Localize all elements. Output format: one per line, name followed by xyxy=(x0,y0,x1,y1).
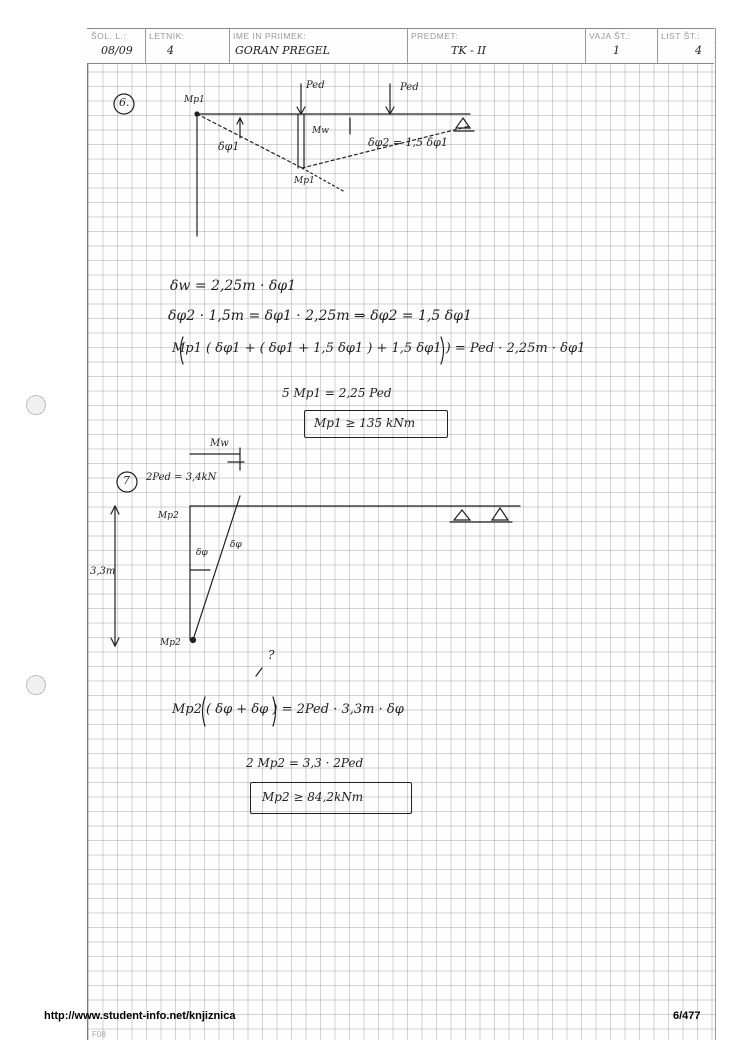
label-dphi-a: δφ xyxy=(196,548,208,558)
problem-6-number: 6. xyxy=(119,96,130,109)
equation-7-2: 2 Mp2 = 3,3 · 2Ped xyxy=(246,756,364,770)
problem-7-number: 7 xyxy=(123,474,130,487)
page-number: 6/477 xyxy=(673,1010,701,1022)
header-value: TK - II xyxy=(451,44,486,57)
footer-link[interactable]: http://www.student-info.net/knjiznica xyxy=(44,1010,236,1022)
header-value: 1 xyxy=(613,44,620,57)
form-code: F08 xyxy=(92,1030,106,1039)
label-ped-2: Ped xyxy=(400,82,419,93)
support-triangle-b xyxy=(492,508,508,520)
result-7: Mp2 ≥ 84,2kNm xyxy=(262,790,364,804)
result-6: Mp1 ≥ 135 kNm xyxy=(314,416,416,430)
header-value: GORAN PREGEL xyxy=(235,44,330,57)
punch-hole-top xyxy=(26,395,46,415)
label-dphi-b: δφ xyxy=(230,540,242,550)
label-mp1-bottom: Mp1 xyxy=(294,176,315,186)
equation-6-4: 5 Mp1 = 2,25 Ped xyxy=(282,386,392,400)
header-label: VAJA ŠT.: xyxy=(589,31,631,41)
label-question: ? xyxy=(268,648,275,662)
header-value: 4 xyxy=(695,44,702,57)
equation-6-2: δφ2 · 1,5m = δφ1 · 2,25m ⇒ δφ2 = 1,5 δφ1 xyxy=(168,308,472,324)
label-mw-7: Mw xyxy=(210,438,229,449)
header-label: ŠOL. L.: xyxy=(91,31,127,41)
punch-hole-bottom xyxy=(26,675,46,695)
header-value: 4 xyxy=(167,44,174,57)
equation-6-3: Mp1 ( δφ1 + ( δφ1 + 1,5 δφ1 ) + 1,5 δφ1 ) = Ped · 2,25m · δφ1 xyxy=(172,341,586,356)
equation-6-1: δw = 2,25m · δφ1 xyxy=(170,278,296,294)
bottom-hinge xyxy=(191,638,196,643)
equation-7-1: Mp2 ( δφ + δφ ) = 2Ped · 3,3m · δφ xyxy=(172,702,404,717)
deflected-column xyxy=(193,496,240,640)
label-mp2-top: Mp2 xyxy=(158,511,179,521)
header-label: LETNIK: xyxy=(149,31,185,41)
header-label: PREDMET: xyxy=(411,31,458,41)
label-mw: Mw xyxy=(312,126,329,136)
label-mp2-bottom: Mp2 xyxy=(160,638,181,648)
label-ped-1: Ped xyxy=(306,80,325,91)
header-label: IME IN PRIIMEK: xyxy=(233,31,307,41)
header-label: LIST ŠT.: xyxy=(661,31,701,41)
label-dphi2: δφ2 = 1,5 δφ1 xyxy=(368,136,448,149)
support-triangle-a xyxy=(454,510,470,520)
label-dphi1: δφ1 xyxy=(218,140,240,153)
deflected-beam-left xyxy=(197,114,302,168)
label-height: 3,3m xyxy=(90,566,116,577)
label-load-7: 2Ped = 3,4kN xyxy=(146,472,217,483)
header-value: 08/09 xyxy=(101,44,133,57)
tick-mark xyxy=(256,668,262,676)
label-mp1-left: Mp1 xyxy=(184,95,205,105)
